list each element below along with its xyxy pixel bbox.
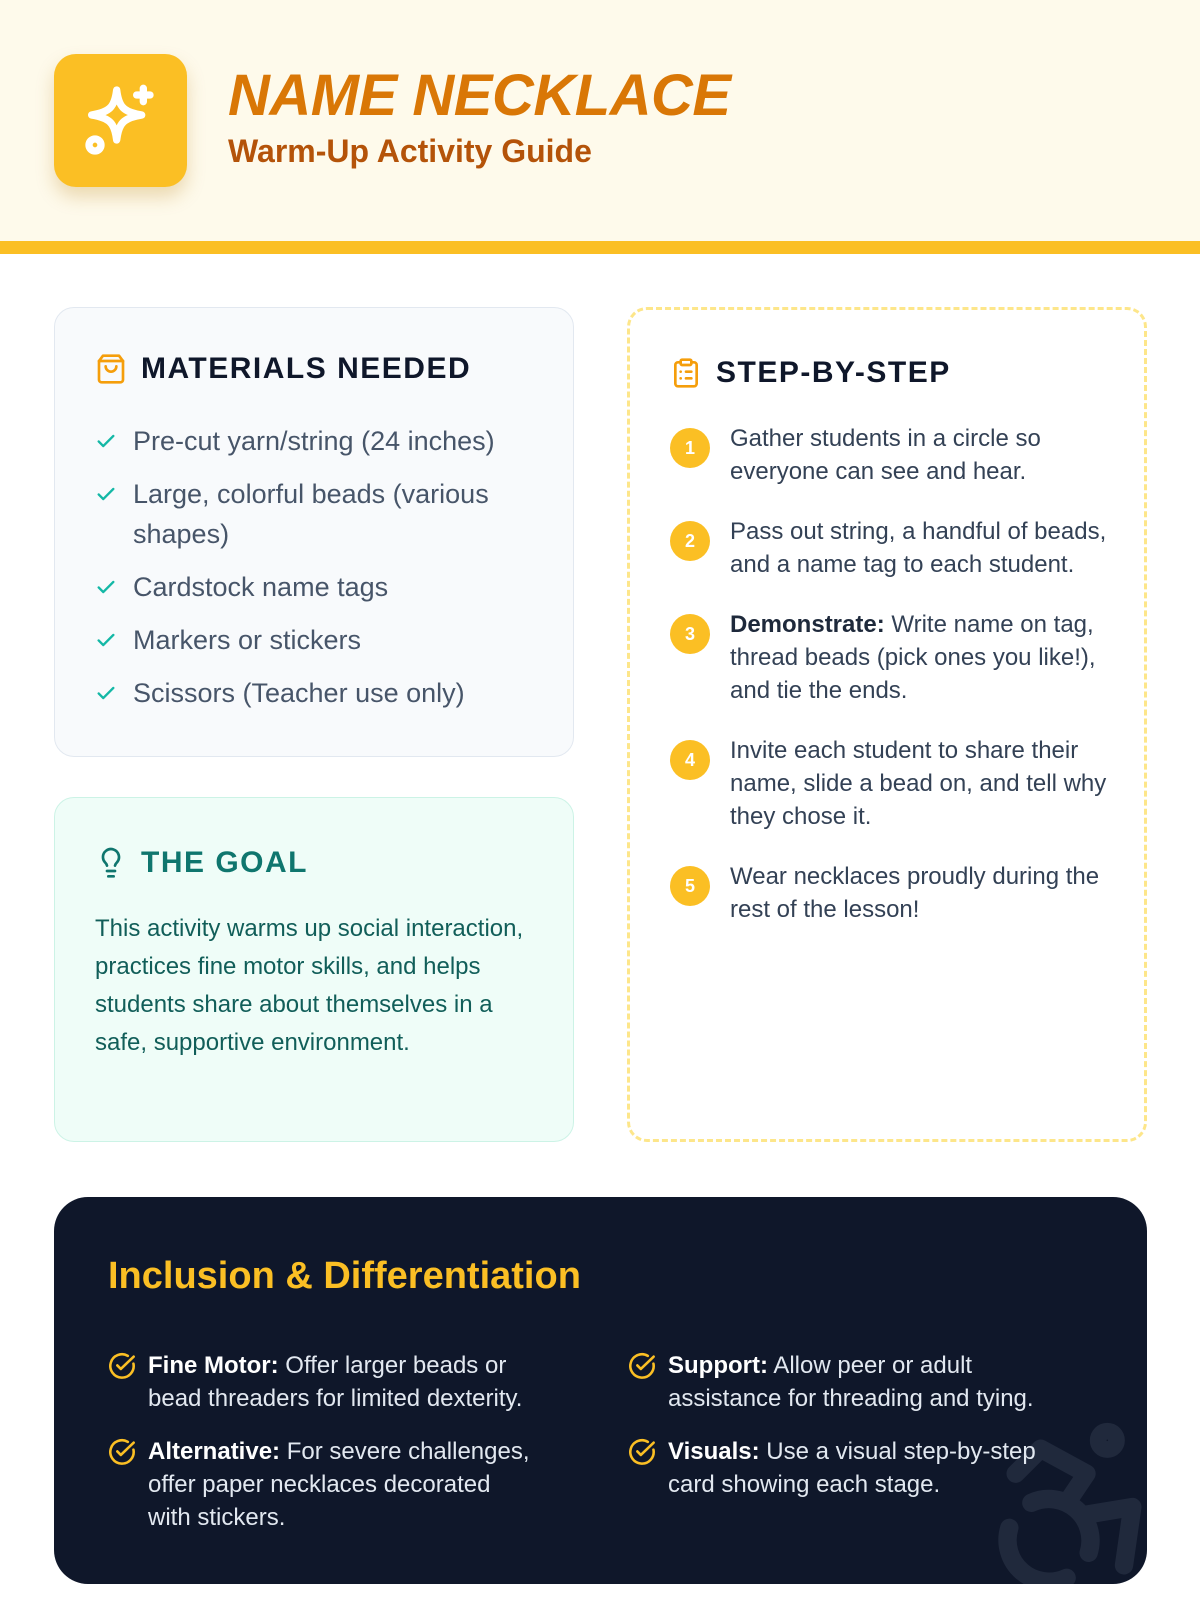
material-text: Scissors (Teacher use only) [133, 678, 465, 708]
check-icon [95, 474, 123, 514]
step-number-badge: 2 [670, 521, 710, 561]
step-text-body: Invite each student to share their name, slide a bead on, and tell why they chose it. [730, 737, 1107, 830]
material-text: Markers or stickers [133, 625, 362, 655]
step-item [670, 422, 1115, 488]
steps-heading: STEP-BY-STEP [716, 356, 951, 389]
inclusion-item [108, 1349, 538, 1415]
lightbulb-icon [95, 847, 127, 879]
goal-text: This activity warms up social interaction, practices fine motor skills, and helps students share about themselves in a safe, supportive environment. [95, 915, 524, 1056]
list-item [95, 474, 545, 554]
goal-header [95, 846, 308, 880]
step-bold-label: Demonstrate: [730, 611, 885, 638]
inclusion-item [628, 1435, 1058, 1501]
step-text [730, 515, 1115, 581]
header [0, 0, 1200, 241]
list-item [95, 673, 545, 713]
step-number-badge: 3 [670, 614, 710, 654]
material-text: Cardstock name tags [133, 572, 389, 602]
materials-header [95, 352, 471, 386]
page-subtitle: Warm-Up Activity Guide [228, 133, 592, 169]
check-icon [95, 567, 123, 607]
step-text [730, 608, 1115, 707]
logo [54, 54, 187, 187]
header-divider [0, 241, 1200, 254]
inclusion-label: Visuals: [668, 1438, 760, 1465]
shopping-bag-icon [95, 353, 127, 385]
clipboard-list-icon [670, 357, 702, 389]
step-item [670, 860, 1115, 926]
step-item [670, 734, 1115, 833]
check-icon [95, 421, 123, 461]
materials-card [54, 307, 574, 757]
sparkles-icon [80, 80, 160, 160]
inclusion-label: Support: [668, 1352, 768, 1379]
check-circle-icon [628, 1438, 656, 1466]
step-number-badge: 1 [670, 428, 710, 468]
step-number-badge: 4 [670, 740, 710, 780]
check-icon [95, 673, 123, 713]
page-title: NAME NECKLACE [228, 63, 731, 128]
inclusion-text [148, 1435, 538, 1534]
inclusion-text [668, 1349, 1058, 1415]
check-circle-icon [628, 1352, 656, 1380]
check-circle-icon [108, 1438, 136, 1466]
inclusion-body: Use a visual step-by-step card showing each stage. [668, 1438, 1036, 1498]
inclusion-body: Allow peer or adult assistance for threading and tying. [668, 1352, 1034, 1412]
check-circle-icon [108, 1352, 136, 1380]
step-text-body: Write name on tag, thread beads (pick ones you like!), and tie the ends. [730, 611, 1096, 704]
step-number-badge: 5 [670, 866, 710, 906]
step-text-body: Pass out string, a handful of beads, and a name tag to each student. [730, 518, 1107, 578]
steps-header [670, 356, 951, 390]
materials-heading: MATERIALS NEEDED [141, 352, 472, 385]
step-text-body: Wear necklaces proudly during the rest of the lesson! [730, 863, 1100, 923]
inclusion-label: Fine Motor: [148, 1352, 279, 1379]
step-text-body: Gather students in a circle so everyone can see and hear. [730, 425, 1041, 485]
step-text [730, 860, 1115, 926]
steps-card [627, 307, 1147, 1142]
inclusion-label: Alternative: [148, 1438, 281, 1465]
inclusion-text [668, 1435, 1058, 1501]
materials-list [95, 421, 545, 726]
inclusion-text [148, 1349, 538, 1415]
inclusion-item [108, 1435, 538, 1534]
step-text [730, 734, 1115, 833]
list-item [95, 620, 545, 660]
inclusion-panel [54, 1197, 1147, 1584]
step-item [670, 515, 1115, 581]
step-item [670, 608, 1115, 707]
goal-heading: THE GOAL [141, 846, 308, 879]
inclusion-item [628, 1349, 1058, 1415]
material-text: Pre-cut yarn/string (24 inches) [133, 426, 495, 456]
steps-list [670, 422, 1115, 953]
list-item [95, 421, 545, 461]
step-text [730, 422, 1115, 488]
inclusion-title: Inclusion & Differentiation [108, 1255, 581, 1297]
material-text: Large, colorful beads (various shapes) [133, 479, 489, 549]
check-icon [95, 620, 123, 660]
goal-card [54, 797, 574, 1142]
list-item [95, 567, 545, 607]
inclusion-body: Offer larger beads or bead threaders for limited dexterity. [148, 1352, 523, 1412]
inclusion-body: For severe challenges, offer paper necklaces decorated with stickers. [148, 1438, 530, 1531]
